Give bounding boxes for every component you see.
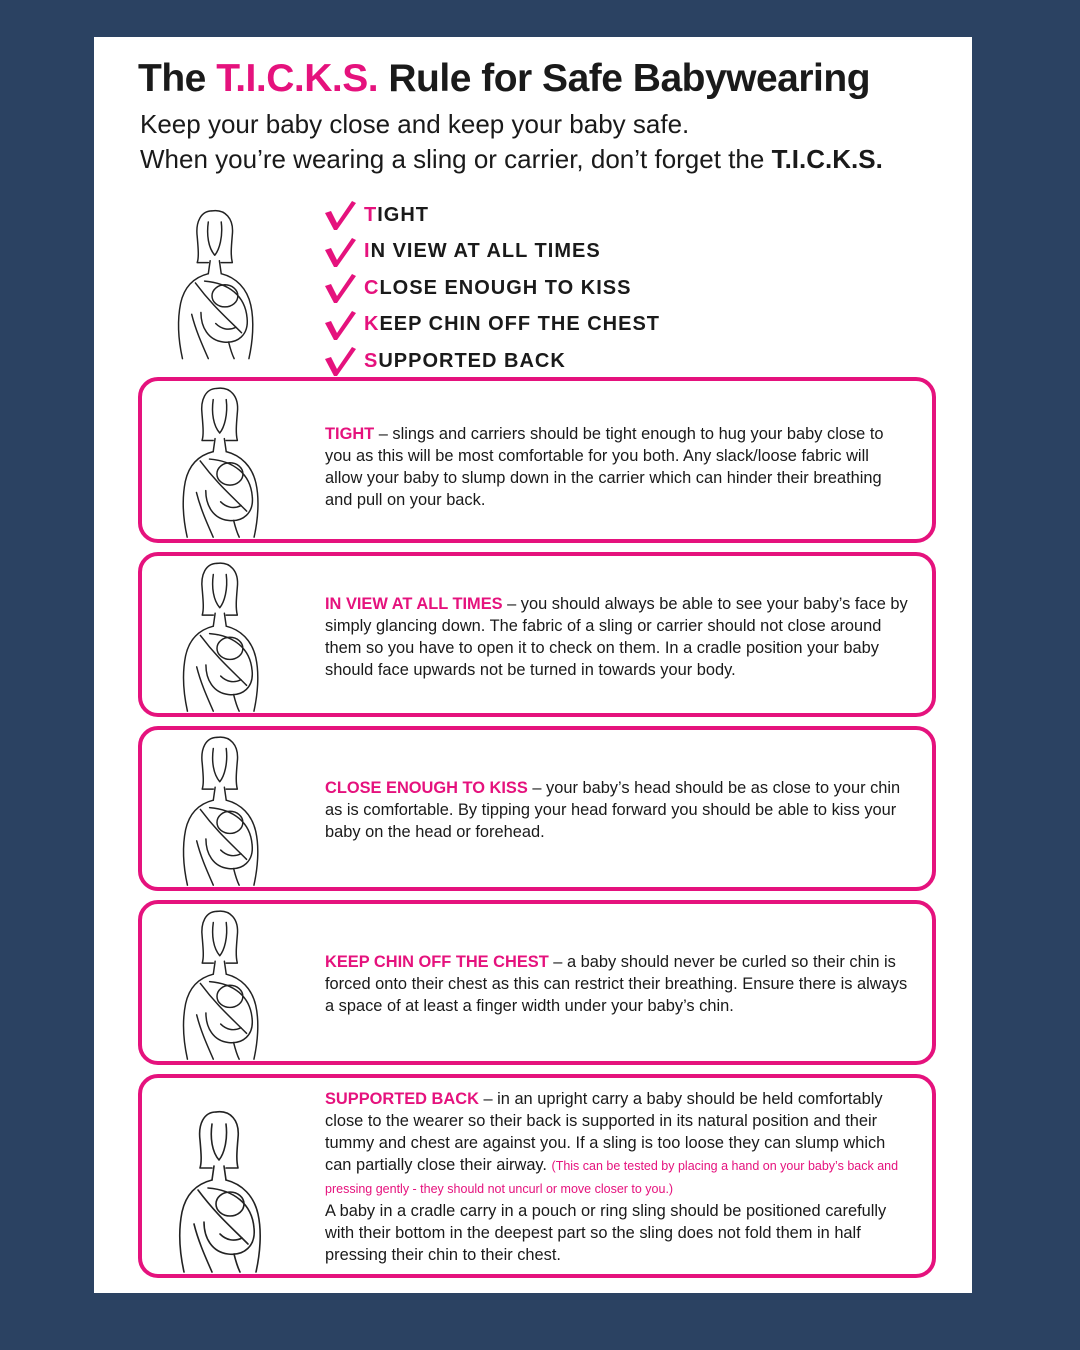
checklist-rest: LOSE ENOUGH TO KISS xyxy=(379,276,632,299)
subtitle-line-2 xyxy=(140,142,883,177)
checklist-initial: K xyxy=(364,313,380,336)
checklist-rest: EEP CHIN OFF THE CHEST xyxy=(379,313,660,336)
rule-box-close-enough xyxy=(138,726,936,891)
rule-body: – a baby should never be curled so their chin is forced onto their chest as this can restrict their breathing. Ensure there is always a space of at least a finger width under your baby’s chin. xyxy=(325,953,908,1015)
babywearing-illustration xyxy=(164,730,294,887)
rule-description xyxy=(325,423,908,511)
subtitle xyxy=(140,107,883,177)
checklist-item xyxy=(322,307,660,344)
checklist-item xyxy=(322,270,660,307)
rule-body: – you should always be able to see your baby’s face by simply glancing down. The fabric of a sling or carrier should not close around them so you have to open it to check on them. In a cradle position your baby should face upwards not be turned in towards your body. xyxy=(325,595,908,679)
checklist-initial: I xyxy=(364,240,371,263)
rule-body: – in an upright carry a baby should be held comfortably close to the wearer so their back is supported in its natural position and their tummy and chest are against you. If a sling is too loose they can slump which can partially close their airway. xyxy=(325,1090,886,1174)
babywearing-illustration xyxy=(164,556,294,713)
rule-note: (This can be tested by placing a hand on your baby’s back and pressing gently - they should not uncurl or move closer to you.) xyxy=(325,1159,899,1196)
rule-box-tight xyxy=(138,377,936,543)
subtitle-line-2-text: When you’re wearing a sling or carrier, don’t forget the xyxy=(140,144,765,174)
checkmark-icon xyxy=(322,236,358,268)
checklist-initial: T xyxy=(364,203,378,226)
rule-description xyxy=(325,951,908,1017)
checklist-rest: UPPORTED BACK xyxy=(378,349,566,372)
rule-description xyxy=(325,593,908,681)
rule-body: – slings and carriers should be tight enough to hug your baby close to you as this will be most comfortable for you both. Any slack/loose fabric will allow your baby to slump down in the carrier which can hinder their breathing and pull on your back. xyxy=(325,425,884,509)
rule-box-chin-off-chest xyxy=(138,900,936,1065)
checklist-item xyxy=(322,234,660,271)
rule-description xyxy=(325,777,908,843)
checklist-item xyxy=(322,343,660,380)
rule-heading: CLOSE ENOUGH TO KISS xyxy=(325,779,528,797)
ticks-poster xyxy=(94,37,972,1293)
subtitle-acronym: T.I.C.K.S. xyxy=(771,144,883,174)
checkmark-icon xyxy=(322,199,358,231)
babywearing-illustration xyxy=(164,1078,294,1274)
rule-body: – your baby’s head should be as close to your chin as is comfortable. By tipping your head forward you should be able to kiss your baby on the head or forehead. xyxy=(325,779,901,841)
title-suffix: Rule for Safe Babywearing xyxy=(388,57,871,100)
subtitle-line-1: Keep your baby close and keep your baby safe. xyxy=(140,109,690,139)
checkmark-icon xyxy=(322,309,358,341)
title-prefix: The xyxy=(138,57,206,100)
checkmark-icon xyxy=(322,272,358,304)
babywearing-illustration xyxy=(164,187,284,377)
checklist-initial: C xyxy=(364,276,380,299)
rule-body-continued: A baby in a cradle carry in a pouch or ring sling should be positioned carefully with their bottom in the deepest part so the sling does not fold them in half pressing their chin to their chest. xyxy=(325,1202,887,1264)
checklist-rest: N VIEW AT ALL TIMES xyxy=(370,240,601,263)
babywearing-illustration xyxy=(164,904,294,1061)
rule-box-supported-back xyxy=(138,1074,936,1278)
rule-heading: SUPPORTED BACK xyxy=(325,1090,479,1108)
title-accent: T.I.C.K.S. xyxy=(216,57,379,100)
checkmark-icon xyxy=(322,345,358,377)
babywearing-illustration xyxy=(164,381,294,539)
checklist-initial: S xyxy=(364,349,379,372)
page-title xyxy=(138,57,870,101)
ticks-checklist xyxy=(322,197,660,380)
checklist-item xyxy=(322,197,660,234)
rule-box-in-view xyxy=(138,552,936,717)
checklist-rest: IGHT xyxy=(377,203,429,226)
rule-heading: KEEP CHIN OFF THE CHEST xyxy=(325,953,549,971)
rule-description xyxy=(325,1088,908,1266)
rule-heading: TIGHT xyxy=(325,425,375,443)
rule-heading: IN VIEW AT ALL TIMES xyxy=(325,595,503,613)
